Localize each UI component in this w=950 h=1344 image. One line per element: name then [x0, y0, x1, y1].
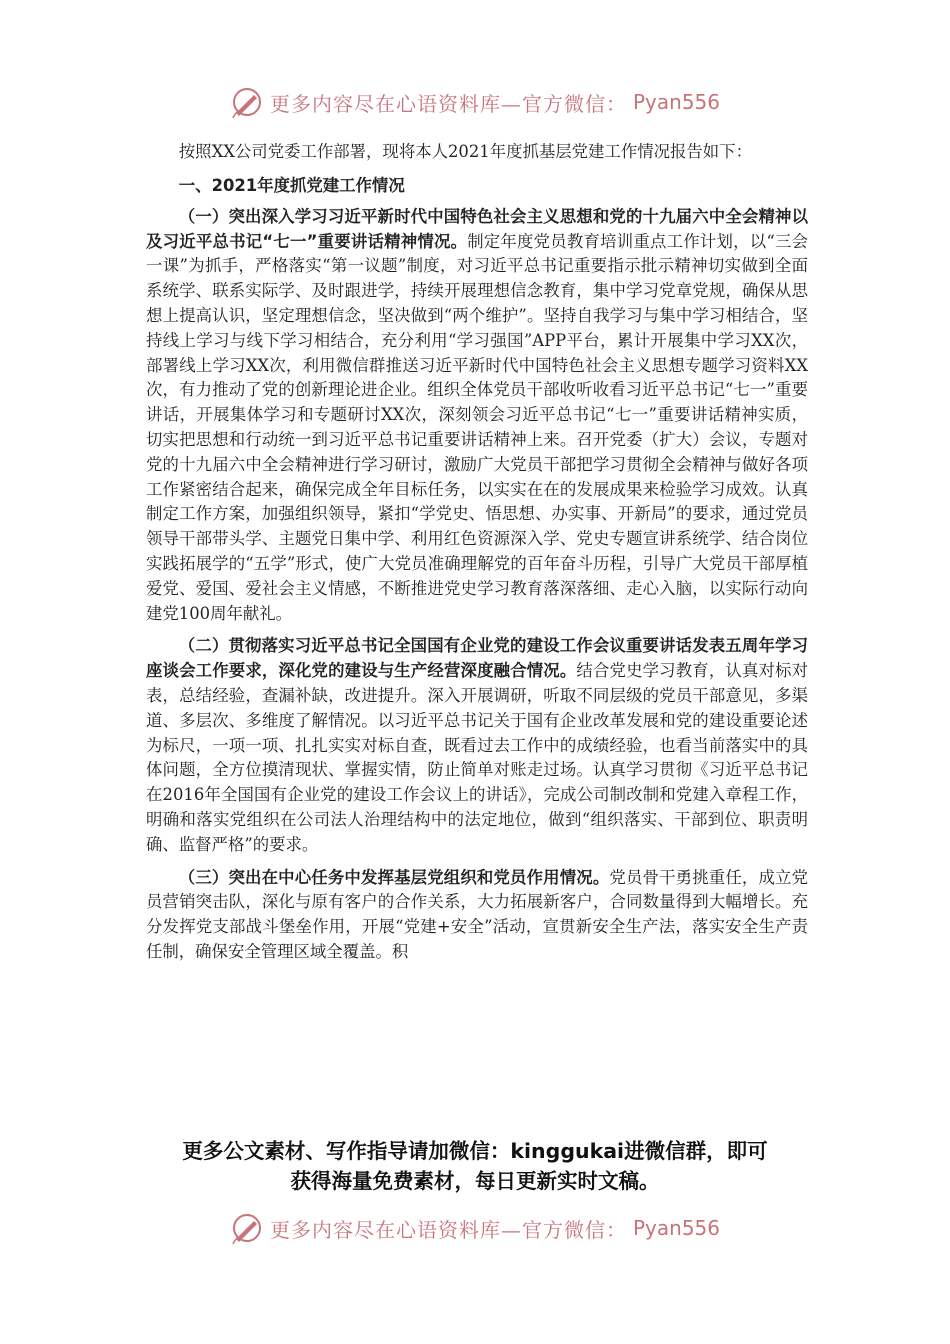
intro-paragraph: 按照XX公司党委工作部署，现将本人2021年度抓基层党建工作情况报告如下： [178, 142, 752, 161]
item-lead: （二）贯彻落实习近平总书记全国国有企业党的建设工作会议重要讲话发表五周年学习座谈会工作要求，深化党的建设与生产经营深度融合情况。 [146, 636, 808, 681]
item-lead: （三）突出在中心任务中发挥基层党组织和党员作用情况。 [178, 867, 610, 887]
document-body [146, 140, 808, 973]
item-body: 结合党史学习教育，认真对标对表，总结经验，查漏补缺，改进提升。深入开展调研，听取不同层级的党员干部意见，多渠道、多层次、多维度了解情况。以习近平总书记关于国有企业改革发展和党的建设重要论述为标尺，一项一项、扎扎实实对标自查，既看过去工作中的成绩经验，也看当前落实中的具体问题，全方位摸清现状、掌握实情，防止简单对账走过场。认真学习贯彻《习近平总书记在2016年全国国有企业党的建设工作会议上的讲话》，完成公司制改制和党建入章程工作，明确和落实党组织在公司法人治理结构中的法定地位，做到“组织落实、干部到位、职责明确、监督严格”的要求。 [146, 661, 808, 854]
item-body: 制定年度党员教育培训重点工作计划，以“三会一课”为抓手，严格落实“第一议题”制度，对习近平总书记重要指示批示精神切实做到全面系统学、联系实际学、及时跟进学，持续开展理想信念教育，集中学习党章党规，确保从思想上提高认识，坚定理想信念，坚决做到“两个维护”。坚持自我学习与集中学习相结合，坚持线上学习与线下学习相结合，充分利用“学习强国”APP平台，累计开展集中学习XX次，部署线上学习XX次，利用微信群推送习近平新时代中国特色社会主义思想专题学习资料XX次，有力推动了党的创新理论进企业。组织全体党员干部收听收看习近平总书记“七一”重要讲话，开展集体学习和专题研讨XX次，深刻领会习近平总书记“七一”重要讲话精神实质，切实把思想和行动统一到习近平总书记重要讲话精神上来。召开党委（扩大）会议，专题对党的十九届六中全会精神进行学习研讨，激励广大党员干部把学习贯彻全会精神与做好各项工作紧密结合起来，确保完成全年目标任务，以实实在在的发展成果来检验学习成效。认真制定工作方案，加强组织领导，紧扣“学党史、悟思想、办实事、开新局”的要求，通过党员领导干部带头学、主题党日集中学、利用红色资源深入学、党史专题宣讲系统学、结合岗位实践拓展学的“五学”形式，使广大党员准确理解党的百年奋斗历程，引导广大党员干部厚植爱党、爱国、爱社会主义情感，不断推进党史学习教育落深落细、走心入脑，以实际行动向建党100周年献礼。 [146, 231, 808, 623]
watermark-wechat: Pyan556 [632, 1216, 720, 1240]
item-body: 党员骨干勇挑重任，成立党员营销突击队，深化与原有客户的合作关系，大力拓展新客户，合同数量得到大幅增长。充分发挥党支部战斗堡垒作用，开展“党建+安全”活动，宣贯新安全生产法，落实安全生产责任制，确保安全管理区域全覆盖。积 [146, 867, 808, 961]
watermark-text: 更多内容尽在心语资料库—官方微信： [269, 1217, 627, 1242]
promo-line-1: 更多公文素材、写作指导请加微信：kinggukai进微信群，即可 [182, 1139, 768, 1163]
section-item-3 [146, 866, 808, 965]
watermark-bottom [0, 1208, 950, 1248]
watermark-wechat: Pyan556 [632, 90, 720, 114]
section-item-2 [146, 634, 808, 857]
section-heading: 一、2021年度抓党建工作情况 [178, 175, 405, 195]
section-item-1 [146, 205, 808, 627]
promo-banner [120, 1136, 830, 1196]
item-lead: （一）突出深入学习习近平新时代中国特色社会主义思想和党的十九届六中全会精神以及习近平总书记“七一”重要讲话精神情况。 [146, 206, 808, 251]
pen-logo-icon [230, 85, 264, 119]
pen-logo-icon [230, 1211, 264, 1245]
watermark-text: 更多内容尽在心语资料库—官方微信： [269, 91, 627, 116]
watermark-top [0, 82, 950, 122]
promo-line-2: 获得海量免费素材，每日更新实时文稿。 [290, 1169, 660, 1193]
